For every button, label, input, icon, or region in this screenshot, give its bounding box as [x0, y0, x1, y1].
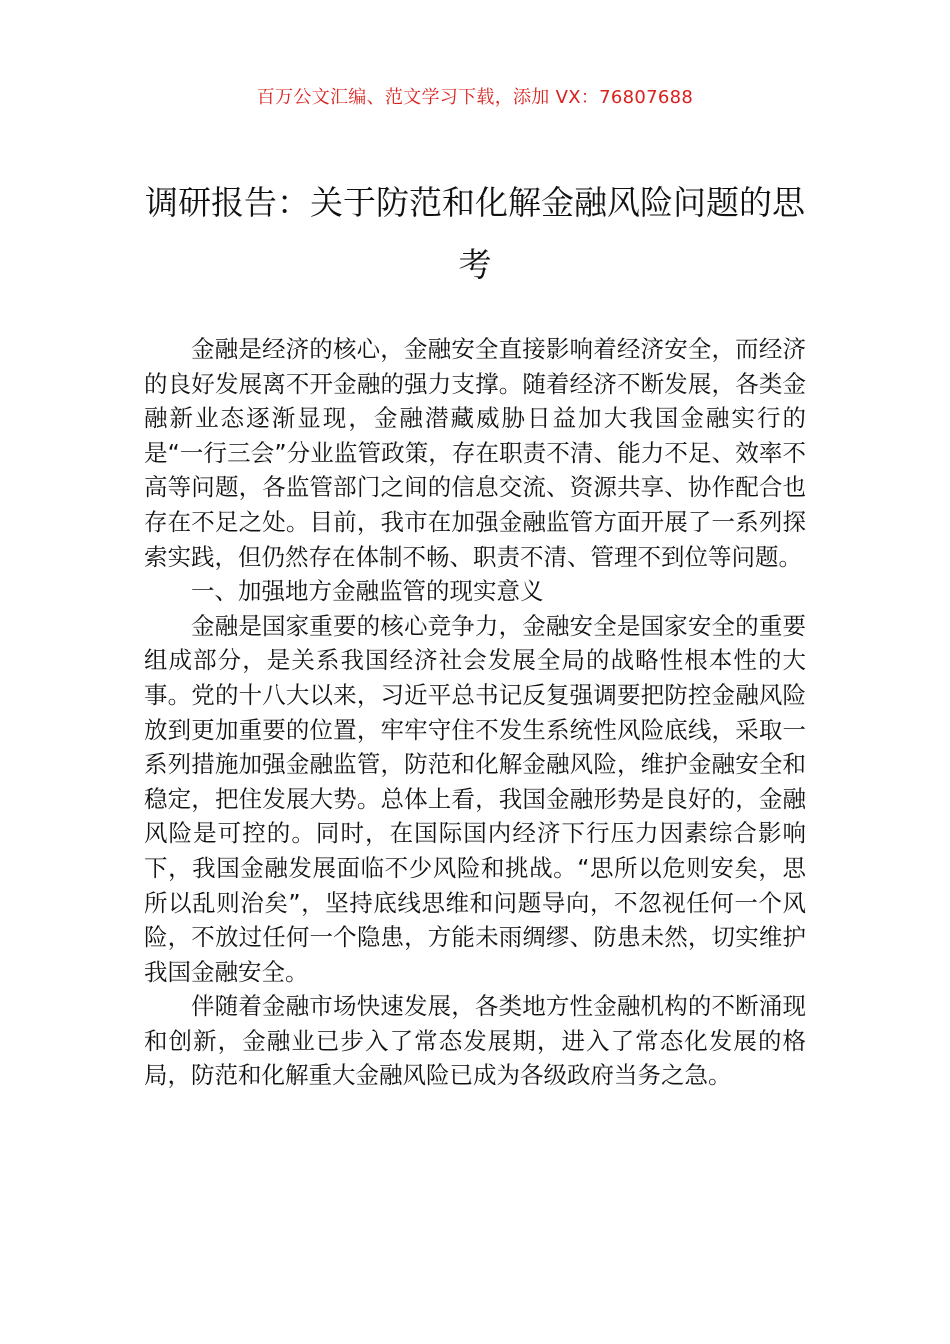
paragraph-significance: 金融是国家重要的核心竞争力，金融安全是国家安全的重要组成部分，是关系我国经济社会发展全局的战略性根本性的大事。党的十八大以来，习近平总书记反复强调要把防控金融风险放到更加重要的位置，牢牢守住不发生系统性风险底线，采取一系列措施加强金融监管，防范和化解金融风险，维护金融安全和稳定，把住发展大势。总体上看，我国金融形势是良好的，金融风险是可控的。同时，在国际国内经济下行压力因素综合影响下，我国金融发展面临不少风险和挑战。“思所以危则安矣，思所以乱则治矣”，坚持底线思维和问题导向，不忽视任何一个风险，不放过任何一个隐患，方能未雨绸缪、防患未然，切实维护我国金融安全。 — [144, 611, 806, 986]
paragraph-market-development: 伴随着金融市场快速发展，各类地方性金融机构的不断涌现和创新，金融业已步入了常态发展期，进入了常态化发展的格局，防范和化解重大金融风险已成为各级政府当务之急。 — [144, 992, 806, 1090]
document-body — [144, 332, 806, 1093]
header-watermark-note: 百万公文汇编、范文学习下载，添加 VX：76807688 — [256, 87, 694, 108]
section-heading-1: 一、加强地方金融监管的现实意义 — [191, 577, 544, 606]
document-title: 调研报告：关于防范和化解金融风险问题的思考 — [145, 183, 805, 284]
paragraph-intro: 金融是经济的核心，金融安全直接影响着经济安全，而经济的良好发展离不开金融的强力支撑。随着经济不断发展，各类金融新业态逐渐显现，金融潜藏威胁日益加大我国金融实行的是“一行三会”分业监管政策，存在职责不清、能力不足、效率不高等问题，各监管部门之间的信息交流、资源共享、协作配合也存在不足之处。目前，我市在加强金融监管方面开展了一系列探索实践，但仍然存在体制不畅、职责不清、管理不到位等问题。 — [144, 335, 806, 571]
